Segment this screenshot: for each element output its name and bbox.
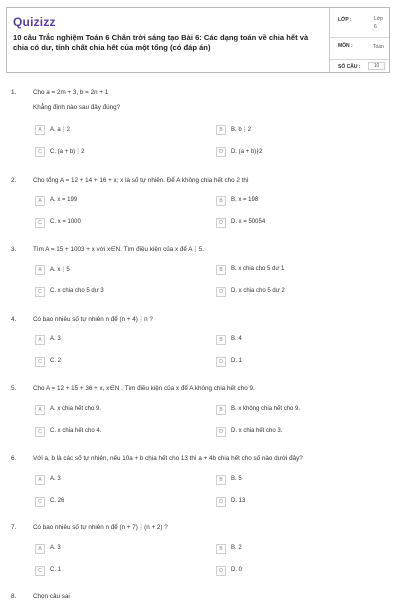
option-text: A. x⋮5 [50,267,70,273]
option-text: B. x = 198 [231,197,259,203]
question-number: 2. [11,177,17,184]
option-text: A. 3 [50,476,61,482]
option-text: D. 13 [231,498,246,504]
option-text: B. b⋮2 [231,127,252,133]
option-box: A [35,475,45,485]
option-text: C. x chia hết cho 4. [50,428,102,434]
question-text: Cho a = 2m + 3, b = 2n + 1 [33,89,109,96]
option-text: A. a⋮2 [50,127,71,133]
meta-subject-value: Toán [373,44,384,50]
option-text: C. 1 [50,567,62,573]
option-box: A [35,405,45,415]
option-box: C [35,287,45,297]
option-box: B [216,405,226,415]
option-text: C. x = 1000 [50,219,81,225]
option-box: B [216,335,226,345]
header-title-panel [7,8,330,72]
option-box: B [216,196,226,206]
option-text: D. x chia cho 5 dư 2 [231,288,285,294]
option-box: A [35,125,45,135]
question-number: 3. [11,246,17,253]
option-text: D. (a + b)∤2 [231,149,263,155]
option-text: C. x chia cho 5 dư 3 [50,288,104,294]
meta-grade-value: Lớp 6 [374,16,383,30]
option-text: A. x = 199 [50,197,78,203]
option-text: B. 5 [231,476,242,482]
question-number: 5. [11,385,17,392]
option-box: D [216,357,226,367]
question-number: 4. [11,316,17,323]
option-text: D. 1 [231,358,243,364]
question-number: 1. [11,89,17,96]
option-text: D. 0 [231,567,243,573]
option-box: D [216,287,226,297]
question-text: Có bao nhiêu số tự nhiên n để (n + 4)⋮n ? [33,316,153,323]
option-box: D [216,427,226,437]
option-box: B [216,544,226,554]
option-box: B [216,475,226,485]
option-box: B [216,265,226,275]
question-number: 7. [11,524,17,531]
option-text: A. 3 [50,545,61,551]
question-text: Tìm A = 15 + 1003 + x với x∈N. Tìm điều kiện của x để A⋮5. [33,246,205,253]
worksheet-header [6,7,390,73]
question-subtext: Khẳng định nào sau đây đúng? [33,104,121,111]
question-text: Có bao nhiêu số tự nhiên n để (n + 7)⋮(n + 2) ? [33,524,168,531]
option-text: B. 2 [231,545,242,551]
option-box: C [35,566,45,576]
question-text: Cho A = 12 + 15 + 36 + x, x∈N . Tìm điều kiện của x để A không chia hết cho 9. [33,385,255,392]
meta-subject-label: MÔN : [338,43,353,49]
question-text: Với a, b là các số tự nhiên, nếu 10a + b chia hết cho 13 thì a + 4b chia hết cho số nào dưới đây? [33,455,303,462]
option-box: C [35,427,45,437]
option-box: C [35,497,45,507]
option-box: A [35,196,45,206]
option-box: C [35,218,45,228]
option-text: A. 3 [50,336,61,342]
option-box: D [216,147,226,157]
option-text: C. 26 [50,498,65,504]
option-box: A [35,265,45,275]
option-text: B. x không chia hết cho 9. [231,406,301,412]
option-box: B [216,125,226,135]
question-number: 8. [11,593,17,600]
option-text: D. x chia hết cho 3. [231,428,283,434]
option-text: D. x = 50054 [231,219,266,225]
option-text: B. 4 [231,336,242,342]
question-text: Chọn câu sai [33,593,70,600]
option-box: C [35,147,45,157]
option-text: C. 2 [50,358,62,364]
option-box: D [216,497,226,507]
meta-count-value: 10 [368,62,385,70]
option-text: B. x chia cho 5 dư 1 [231,266,285,272]
question-number: 6. [11,455,17,462]
option-box: D [216,566,226,576]
meta-count-label: SỐ CÂU : [338,64,361,70]
question-text: Cho tổng A = 12 + 14 + 16 + x; x là số tự nhiên. Để A không chia hết cho 2 thì [33,177,249,184]
meta-grade-label: LỚP : [338,17,352,23]
option-box: A [35,544,45,554]
option-box: C [35,357,45,367]
header-meta-panel [330,8,389,72]
worksheet-title: 10 câu Trắc nghiệm Toán 6 Chân trời sáng tạo Bài 6: Các dạng toán về chia hết và chia có dư, tính chất chia hết của một tổng (có đáp án) [13,33,309,52]
option-text: A. x chia hết cho 9. [50,406,102,412]
quizizz-logo: Quizizz [13,15,56,29]
option-box: A [35,335,45,345]
option-text: C. (a + b)⋮2 [50,149,85,155]
option-box: D [216,218,226,228]
